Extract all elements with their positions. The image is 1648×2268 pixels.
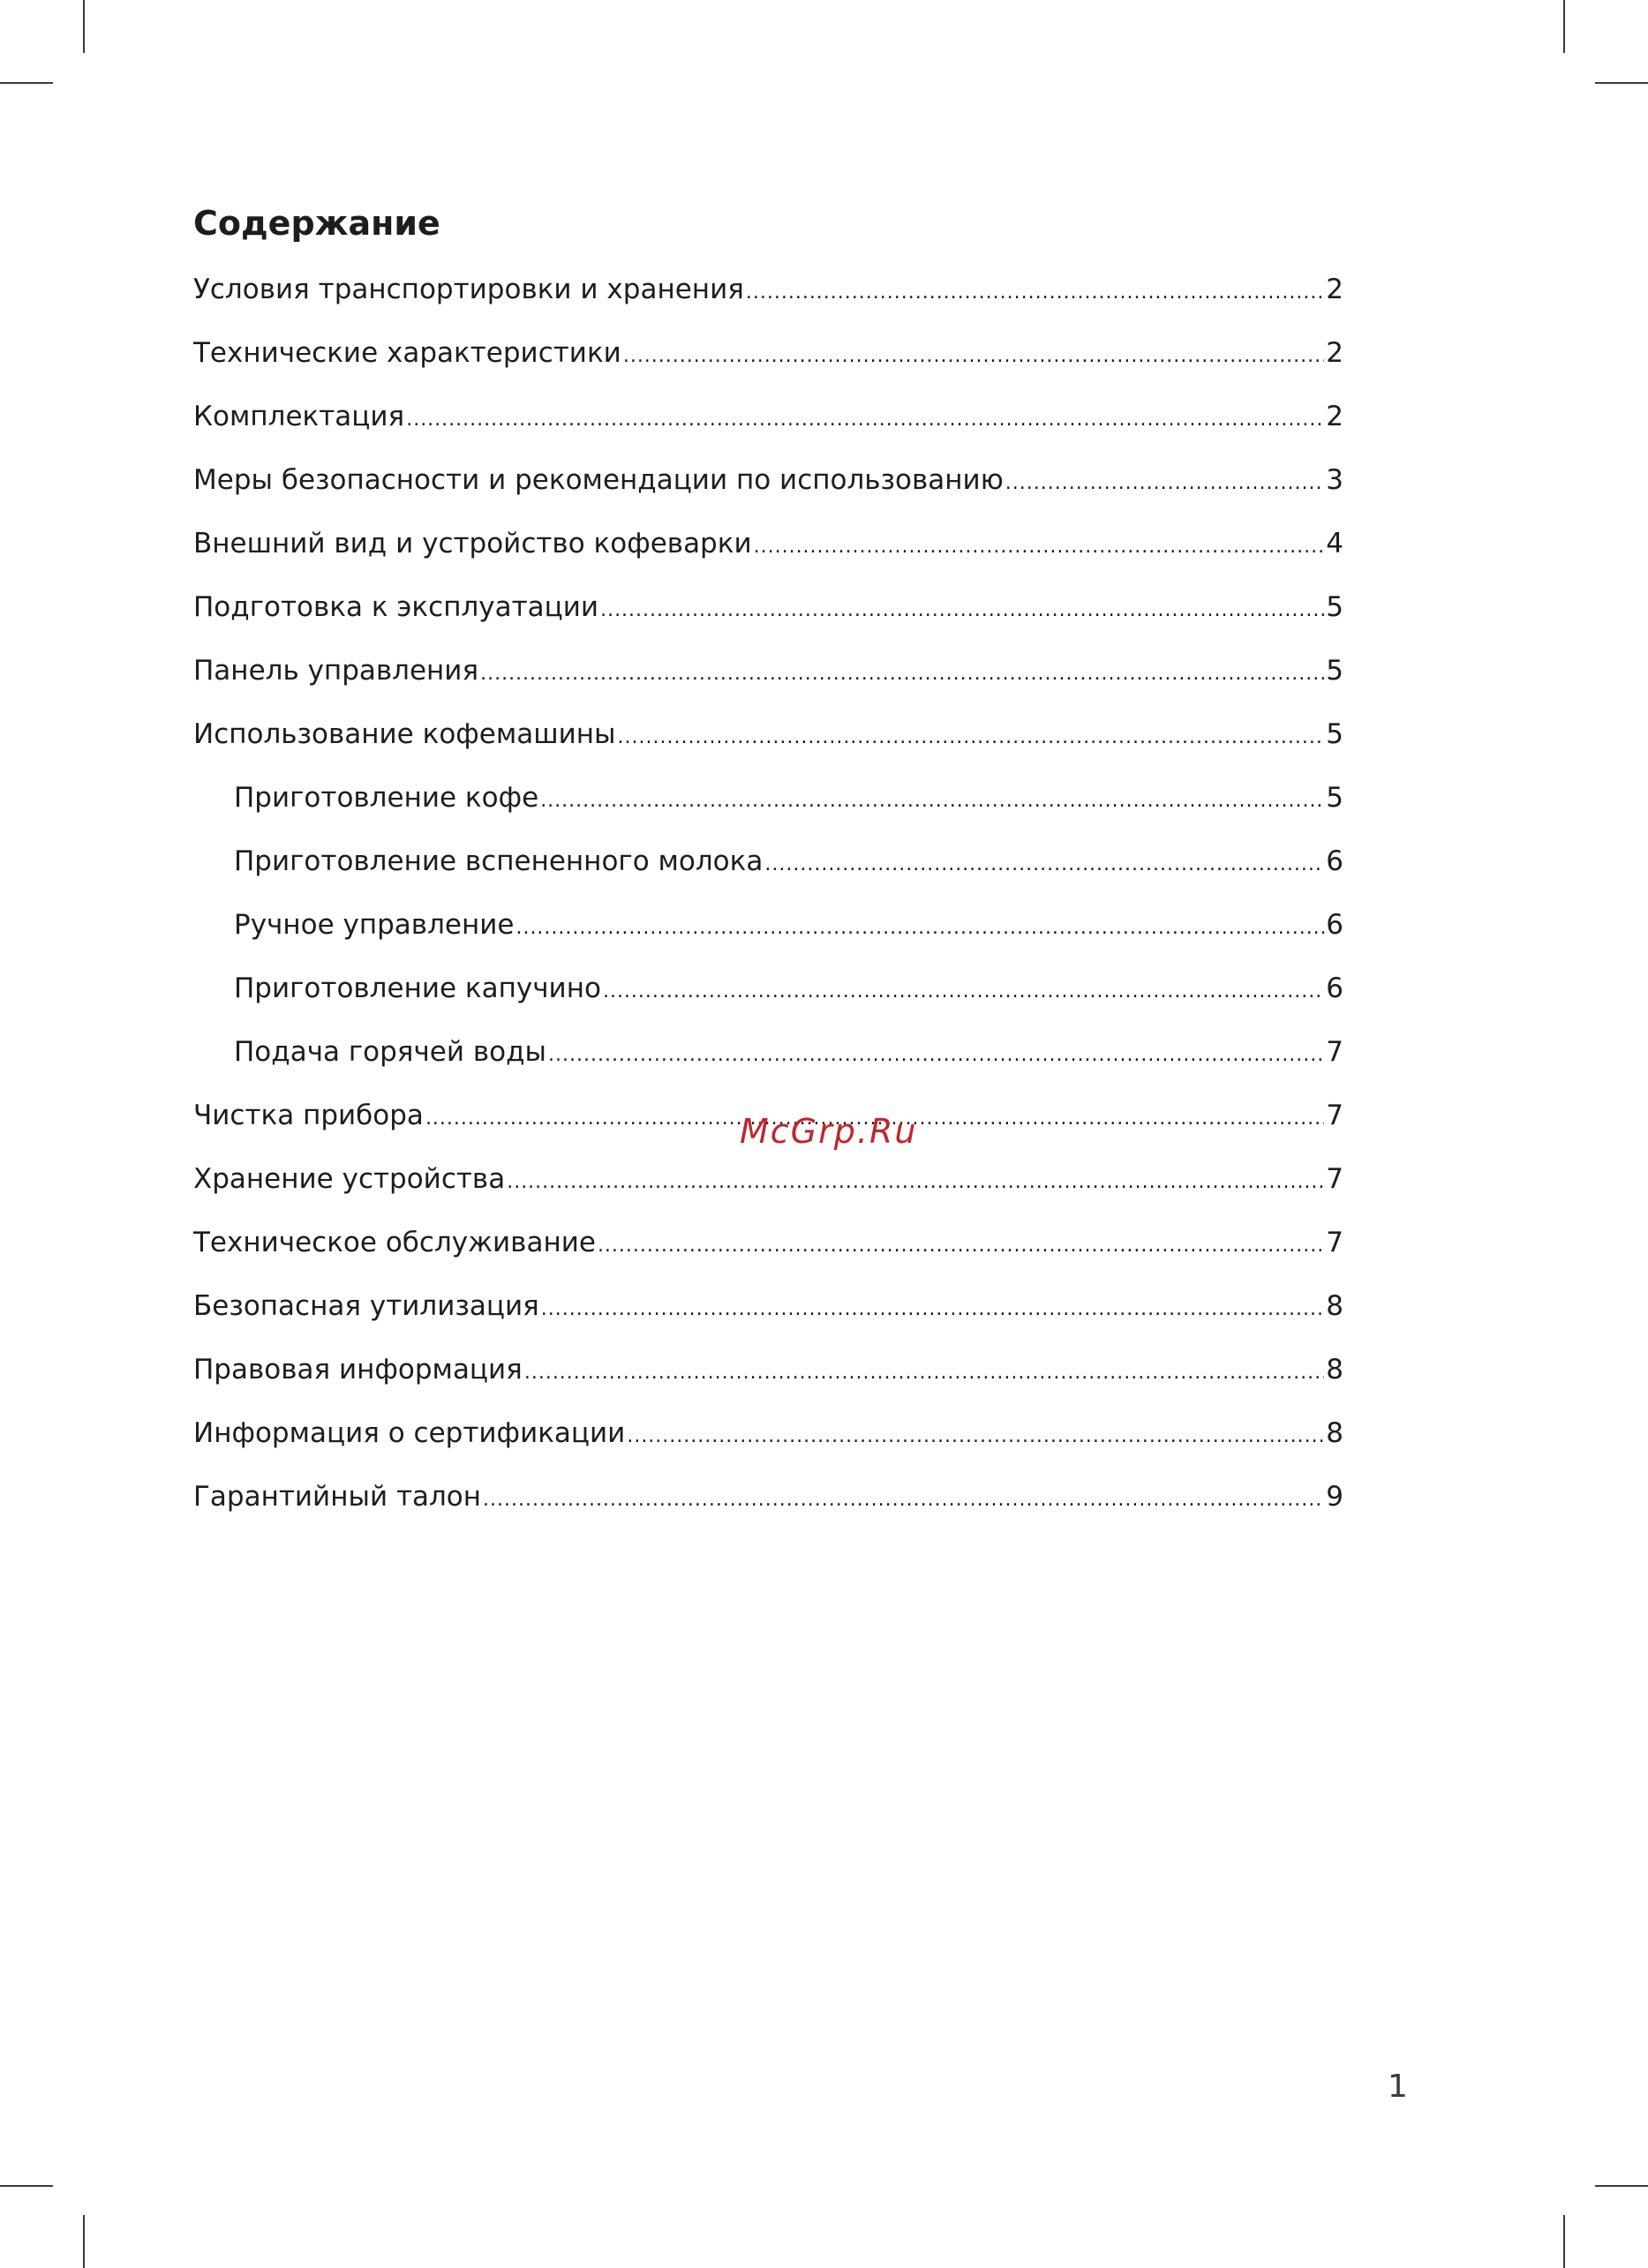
- toc-entry-page: 8: [1326, 1417, 1343, 1449]
- toc-dot-leader: [507, 1158, 1324, 1207]
- toc-entry[interactable]: [193, 1027, 1343, 1091]
- toc-entry[interactable]: [193, 1345, 1343, 1408]
- toc-entry-page: 7: [1326, 1227, 1343, 1258]
- toc-dot-leader: [406, 395, 1324, 445]
- toc-dot-leader: [746, 268, 1324, 318]
- toc-entry-page: 6: [1326, 909, 1343, 941]
- toc-entry-page: 5: [1326, 655, 1343, 687]
- toc-entry-page: 5: [1326, 782, 1343, 814]
- toc-entry[interactable]: [193, 837, 1343, 900]
- crop-mark-bottom-right-horizontal: [1595, 2185, 1648, 2187]
- page-number: 1: [1388, 2069, 1408, 2105]
- crop-mark-top-left-vertical: [83, 0, 85, 53]
- toc-entry[interactable]: [193, 1408, 1343, 1472]
- toc-entry[interactable]: [193, 328, 1343, 392]
- toc-entry-page: 4: [1326, 528, 1343, 559]
- toc-entry-page: 7: [1326, 1163, 1343, 1195]
- toc-entry-label: Приготовление кофе: [234, 782, 539, 814]
- crop-mark-top-right-vertical: [1563, 0, 1565, 53]
- toc-entry-label: Условия транспортировки и хранения: [193, 274, 744, 305]
- toc-dot-leader: [540, 777, 1324, 826]
- toc-entry-page: 2: [1326, 274, 1343, 305]
- toc-entry-label: Меры безопасности и рекомендации по использованию: [193, 464, 1004, 496]
- toc-entry-label: Чистка прибора: [193, 1100, 424, 1131]
- toc-dot-leader: [598, 1221, 1324, 1271]
- toc-dot-leader: [480, 650, 1324, 699]
- toc-entry-label: Использование кофемашины: [193, 718, 616, 750]
- toc-entry-label: Внешний вид и устройство кофеварки: [193, 528, 752, 559]
- toc-entry-label: Панель управления: [193, 655, 479, 687]
- toc-entry-label: Приготовление капучино: [234, 973, 601, 1004]
- toc-entry-label: Техническое обслуживание: [193, 1227, 596, 1258]
- toc-entry[interactable]: [193, 392, 1343, 455]
- toc-dot-leader: [627, 1412, 1324, 1461]
- toc-entry[interactable]: [193, 710, 1343, 773]
- table-of-contents: [193, 265, 1343, 1536]
- toc-entry-page: 5: [1326, 718, 1343, 750]
- toc-entry-label: Комплектация: [193, 401, 405, 432]
- toc-entry-label: Информация о сертификации: [193, 1417, 626, 1449]
- page-title: Содержание: [193, 204, 440, 243]
- toc-entry-page: 7: [1326, 1036, 1343, 1068]
- toc-dot-leader: [524, 1348, 1324, 1398]
- toc-entry-page: 2: [1326, 337, 1343, 369]
- crop-mark-top-right-horizontal: [1595, 82, 1648, 84]
- toc-entry[interactable]: [193, 519, 1343, 582]
- toc-entry-page: 8: [1326, 1354, 1343, 1386]
- toc-entry-label: Технические характеристики: [193, 337, 621, 369]
- toc-entry-label: Хранение устройства: [193, 1163, 506, 1195]
- toc-entry-page: 9: [1326, 1481, 1343, 1513]
- toc-dot-leader: [483, 1476, 1324, 1525]
- toc-entry-label: Подготовка к эксплуатации: [193, 591, 599, 623]
- toc-entry[interactable]: [193, 1472, 1343, 1536]
- crop-mark-bottom-left-vertical: [83, 2215, 85, 2268]
- toc-entry[interactable]: [193, 455, 1343, 519]
- toc-dot-leader: [1005, 459, 1324, 508]
- toc-entry[interactable]: [193, 646, 1343, 710]
- toc-entry-page: 2: [1326, 401, 1343, 432]
- toc-entry-label: Безопасная утилизация: [193, 1290, 539, 1322]
- toc-entry-page: 6: [1326, 845, 1343, 877]
- toc-entry[interactable]: [193, 265, 1343, 328]
- toc-dot-leader: [764, 840, 1324, 890]
- toc-entry-page: 8: [1326, 1290, 1343, 1322]
- toc-entry-label: Приготовление вспененного молока: [234, 845, 764, 877]
- toc-entry[interactable]: [193, 1281, 1343, 1345]
- toc-dot-leader: [754, 522, 1325, 572]
- toc-dot-leader: [541, 1285, 1325, 1334]
- toc-entry[interactable]: [193, 964, 1343, 1027]
- toc-dot-leader: [623, 332, 1324, 381]
- toc-entry[interactable]: [193, 582, 1343, 646]
- toc-entry[interactable]: [193, 1154, 1343, 1218]
- toc-entry-page: 3: [1326, 464, 1343, 496]
- toc-entry[interactable]: [193, 773, 1343, 837]
- crop-mark-bottom-right-vertical: [1563, 2215, 1565, 2268]
- toc-dot-leader: [600, 586, 1324, 635]
- crop-mark-bottom-left-horizontal: [0, 2185, 53, 2187]
- toc-dot-leader: [515, 904, 1324, 953]
- crop-mark-top-left-horizontal: [0, 82, 53, 84]
- toc-entry[interactable]: [193, 900, 1343, 964]
- toc-dot-leader: [618, 713, 1325, 762]
- toc-entry-label: Гарантийный талон: [193, 1481, 482, 1513]
- watermark: McGrp.Ru: [740, 1112, 918, 1151]
- toc-entry-page: 7: [1326, 1100, 1343, 1131]
- toc-entry[interactable]: [193, 1218, 1343, 1281]
- toc-entry-page: 5: [1326, 591, 1343, 623]
- toc-entry-label: Ручное управление: [234, 909, 515, 941]
- toc-entry-label: Правовая информация: [193, 1354, 523, 1386]
- toc-entry-page: 6: [1326, 973, 1343, 1004]
- toc-dot-leader: [603, 967, 1324, 1017]
- toc-dot-leader: [548, 1031, 1324, 1080]
- toc-entry-label: Подача горячей воды: [234, 1036, 546, 1068]
